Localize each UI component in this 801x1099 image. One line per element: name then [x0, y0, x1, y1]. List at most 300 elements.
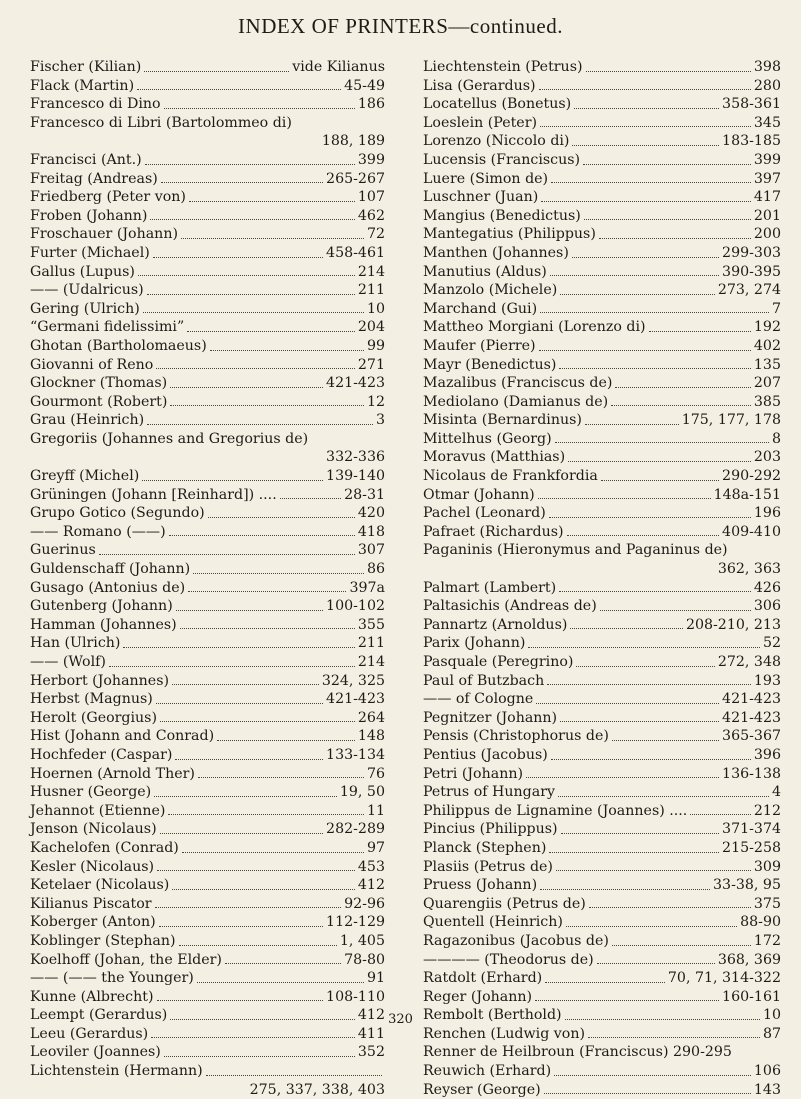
page-references: 52 — [762, 635, 781, 652]
printer-name: Froschauer (Johann) — [30, 226, 178, 243]
leader-dots — [559, 367, 751, 369]
page-references: 100-102 — [326, 598, 385, 615]
page-references: 112-129 — [326, 914, 385, 931]
printer-name: Pentius (Jacobus) — [423, 746, 548, 763]
index-entry — [423, 802, 781, 821]
leader-dots — [612, 739, 719, 741]
page-references: 290-292 — [722, 468, 781, 485]
page-references: 211 — [357, 282, 385, 299]
index-entry — [30, 820, 385, 839]
leader-dots — [566, 925, 737, 927]
leader-dots — [187, 330, 355, 332]
leader-dots — [99, 553, 355, 555]
printer-name: Marchand (Gui) — [423, 300, 538, 317]
printer-name: Paganinis (Hieronymus and Paganinus de) — [423, 542, 728, 559]
leader-dots — [568, 460, 751, 462]
printer-name: Koberger (Anton) — [30, 914, 156, 931]
page-references: 208-210, 213 — [685, 616, 781, 633]
printer-name: Mediolano (Damianus de) — [423, 393, 609, 410]
page-references: 135 — [753, 356, 781, 373]
leader-dots — [556, 869, 751, 871]
leader-dots — [585, 423, 679, 425]
index-entry — [423, 337, 781, 356]
index-entry — [30, 839, 385, 858]
leader-dots — [597, 962, 715, 964]
page-references: 398 — [753, 59, 781, 75]
page-references: 282-289 — [326, 821, 385, 838]
printer-name: Locatellus (Bonetus) — [423, 96, 572, 113]
printer-name: Palmart (Lambert) — [423, 579, 557, 596]
leader-dots — [280, 497, 341, 499]
index-entry — [423, 783, 781, 802]
printer-name: Petrus of Hungary — [423, 784, 556, 801]
index-entry — [423, 913, 781, 932]
page-references: 385 — [753, 393, 781, 410]
index-entry — [30, 244, 385, 263]
printer-name: Mittelhus (Georg) — [423, 430, 552, 447]
page-references: 204 — [357, 319, 385, 336]
page-references: 411 — [357, 1025, 385, 1042]
printer-name: Koelhoff (Johan, the Elder) — [30, 951, 222, 968]
page-references: 188, 189 — [321, 133, 385, 150]
leader-dots — [206, 1074, 382, 1076]
printer-name: Hoernen (Arnold Ther) — [30, 765, 195, 782]
leader-dots — [144, 70, 289, 72]
printer-name: Misinta (Bernardinus) — [423, 412, 582, 429]
page-references: 399 — [357, 151, 385, 168]
page-references: 10 — [366, 300, 385, 317]
index-entry — [423, 225, 781, 244]
page-header: INDEX OF PRINTERS—continued. — [238, 14, 563, 38]
page-references: 72 — [366, 226, 385, 243]
printer-name: —— (Udalricus) — [30, 282, 144, 299]
printer-name: Lucensis (Franciscus) — [423, 151, 581, 168]
page-references: 203 — [753, 449, 781, 466]
leader-dots — [198, 776, 364, 778]
index-entry — [30, 281, 385, 300]
index-entry — [30, 77, 385, 96]
printer-name: Flack (Martin) — [30, 77, 135, 94]
printer-name: Luere (Simon de) — [423, 170, 549, 187]
leader-dots — [142, 479, 323, 481]
printer-name: Friedberg (Peter von) — [30, 189, 186, 206]
printer-name: Pegnitzer (Johann) — [423, 709, 558, 726]
index-entry — [30, 114, 385, 133]
index-entry — [30, 597, 385, 616]
index-entry — [30, 318, 385, 337]
leader-dots — [175, 758, 323, 760]
printer-name: Reyser (George) — [423, 1081, 541, 1098]
index-entry — [423, 895, 781, 914]
index-entry — [423, 486, 781, 505]
printer-name: Grau (Heinrich) — [30, 412, 145, 429]
leader-dots — [551, 758, 751, 760]
page-references: 108-110 — [326, 988, 385, 1005]
index-entry — [423, 579, 781, 598]
leader-dots — [547, 683, 751, 685]
index-entry — [30, 727, 385, 746]
leader-dots — [176, 609, 323, 611]
index-entry — [30, 876, 385, 895]
printer-name: Plasiis (Petrus de) — [423, 858, 553, 875]
page-references: 409-410 — [722, 523, 781, 540]
page-number: 320 — [388, 1012, 413, 1027]
index-entry — [423, 374, 781, 393]
page-references: 186 — [357, 96, 385, 113]
printer-name: Herbort (Johannes) — [30, 672, 170, 689]
leader-dots — [561, 832, 719, 834]
leader-dots — [570, 627, 683, 629]
printer-name: Pruess (Johann) — [423, 877, 538, 894]
leader-dots — [157, 869, 355, 871]
index-entry — [30, 1025, 385, 1044]
printer-name: Petri (Johann) — [423, 765, 524, 782]
printer-name: Mangius (Benedictus) — [423, 207, 581, 224]
leader-dots — [611, 404, 751, 406]
page-references: 76 — [366, 765, 385, 782]
page-references: 211 — [357, 635, 385, 652]
page-references: 345 — [753, 114, 781, 131]
leader-dots — [545, 981, 665, 983]
printer-name: Pafraet (Richardus) — [423, 523, 564, 540]
leader-dots — [169, 534, 355, 536]
index-entry — [30, 616, 385, 635]
printer-name: Paul of Butzbach — [423, 672, 545, 689]
page-references: 91 — [366, 970, 385, 987]
index-entry — [423, 839, 781, 858]
leader-dots — [217, 739, 355, 741]
leader-dots — [540, 125, 751, 127]
index-entry — [423, 188, 781, 207]
printer-name: Giovanni of Reno — [30, 356, 154, 373]
leader-dots — [601, 479, 719, 481]
index-entry — [423, 95, 781, 114]
printer-name: Jenson (Nicolaus) — [30, 821, 157, 838]
page-references: 426 — [753, 579, 781, 596]
index-entry — [423, 207, 781, 226]
page-references: 355 — [357, 616, 385, 633]
leader-dots — [586, 70, 751, 72]
index-entry — [30, 634, 385, 653]
leader-dots — [155, 906, 342, 908]
page-references: 458-461 — [326, 244, 385, 261]
leader-dots — [164, 1055, 355, 1057]
page-references: 332-336 — [326, 449, 385, 466]
leader-dots — [180, 627, 355, 629]
page-references: 19, 50 — [339, 784, 385, 801]
printer-name: —— (—— the Younger) — [30, 970, 194, 987]
printer-name: Kunne (Albrecht) — [30, 988, 154, 1005]
leader-dots — [170, 386, 323, 388]
printer-name: Francisci (Ant.) — [30, 151, 142, 168]
printer-name: Nicolaus de Frankfordia — [423, 468, 598, 485]
printer-name: Maufer (Pierre) — [423, 337, 536, 354]
left-column — [30, 58, 385, 1099]
index-entry — [30, 1062, 385, 1081]
leader-dots — [551, 181, 751, 183]
page-references: 3 — [375, 412, 385, 429]
index-entry — [30, 672, 385, 691]
page-references: 160-161 — [722, 988, 781, 1005]
index-entry — [423, 634, 781, 653]
page-references: 97 — [366, 839, 385, 856]
printer-name: Kachelofen (Conrad) — [30, 839, 179, 856]
index-entry — [423, 467, 781, 486]
index-entry — [423, 727, 781, 746]
index-entry — [30, 1081, 385, 1099]
printer-name: Manzolo (Michele) — [423, 282, 558, 299]
index-entry — [30, 170, 385, 189]
printer-name: Renner de Heilbroun (Franciscus) 290-295 — [423, 1044, 732, 1061]
page-references: 86 — [366, 561, 385, 578]
leader-dots — [540, 311, 769, 313]
page-references: 28-31 — [344, 486, 385, 503]
printer-name: Quarengiis (Petrus de) — [423, 895, 586, 912]
printer-name: Otmar (Johann) — [423, 486, 535, 503]
printer-name: Lorenzo (Niccolo di) — [423, 133, 570, 150]
index-entry — [423, 77, 781, 96]
leader-dots — [555, 441, 769, 443]
index-entry — [423, 114, 781, 133]
index-entry — [423, 523, 781, 542]
page-references: 133-134 — [326, 746, 385, 763]
printer-name: Grüningen (Johann [Reinhard]) .... — [30, 486, 277, 503]
page-references: 214 — [357, 263, 385, 280]
page-references: 399 — [753, 151, 781, 168]
page-references: 200 — [753, 226, 781, 243]
page-references: 265-267 — [326, 170, 385, 187]
index-entry — [30, 263, 385, 282]
leader-dots — [160, 720, 355, 722]
printer-name: Renchen (Ludwig von) — [423, 1025, 586, 1042]
printer-name: Ragazonibus (Jacobus de) — [423, 932, 609, 949]
page-references: 412 — [357, 877, 385, 894]
right-column — [423, 58, 781, 1099]
printer-name: Koblinger (Stephan) — [30, 932, 176, 949]
index-entry — [423, 820, 781, 839]
leader-dots — [560, 720, 719, 722]
printer-name: Gusago (Antonius de) — [30, 579, 186, 596]
leader-dots — [599, 237, 751, 239]
printer-name: Grupo Gotico (Segundo) — [30, 505, 205, 522]
index-entry — [30, 690, 385, 709]
page-references: 418 — [357, 523, 385, 540]
index-entry — [423, 504, 781, 523]
leader-dots — [538, 497, 711, 499]
index-entry — [423, 746, 781, 765]
printer-name: “Germani fidelissimi” — [30, 319, 185, 336]
page-references: 271 — [357, 356, 385, 373]
printer-name: Leeu (Gerardus) — [30, 1025, 149, 1042]
page-references: 136-138 — [722, 765, 781, 782]
index-entry — [423, 244, 781, 263]
printer-name: Herolt (Georgius) — [30, 709, 158, 726]
page-references: 148 — [357, 728, 385, 745]
index-entry — [423, 1081, 781, 1099]
printer-name: Loeslein (Peter) — [423, 114, 538, 131]
index-entry — [30, 951, 385, 970]
index-entry — [30, 523, 385, 542]
index-entry — [423, 430, 781, 449]
index-entry — [423, 653, 781, 672]
index-entry — [30, 709, 385, 728]
printer-name: Luschner (Juan) — [423, 189, 539, 206]
leader-dots — [210, 349, 364, 351]
printer-name: Kesler (Nicolaus) — [30, 858, 155, 875]
index-entry — [423, 356, 781, 375]
page-references: 306 — [753, 598, 781, 615]
printer-name: Ghotan (Bartholomaeus) — [30, 337, 207, 354]
leader-dots — [150, 218, 354, 220]
leader-dots — [540, 888, 710, 890]
page-references: 212 — [753, 802, 781, 819]
index-entry — [30, 895, 385, 914]
leader-dots — [181, 237, 364, 239]
leader-dots — [572, 256, 719, 258]
printer-name: Fischer (Kilian) — [30, 59, 142, 75]
printer-name: Han (Ulrich) — [30, 635, 121, 652]
page-references: 148a-151 — [713, 486, 781, 503]
index-entry — [30, 579, 385, 598]
index-entry — [423, 709, 781, 728]
printer-name: Ketelaer (Nicolaus) — [30, 877, 170, 894]
page-references: 272, 348 — [717, 654, 781, 670]
page-references: 420 — [357, 505, 385, 522]
leader-dots — [156, 702, 323, 704]
page-references: 397 — [753, 170, 781, 187]
page-references: 421-423 — [326, 691, 385, 708]
printer-name: Gourmont (Robert) — [30, 393, 168, 410]
leader-dots — [147, 423, 373, 425]
page-references: 453 — [357, 858, 385, 875]
leader-dots — [193, 572, 364, 574]
printer-name: Manthen (Johannes) — [423, 244, 569, 261]
printer-name: —— of Cologne — [423, 691, 534, 708]
printer-name: Hochfeder (Caspar) — [30, 746, 173, 763]
index-entry — [423, 876, 781, 895]
page-references: 45-49 — [344, 77, 385, 94]
index-entry — [30, 913, 385, 932]
page-references: 143 — [753, 1081, 781, 1098]
page-references: 421-423 — [722, 691, 781, 708]
page-references: 201 — [753, 207, 781, 224]
leader-dots — [544, 1092, 751, 1094]
page-references: 421-423 — [722, 709, 781, 726]
printer-name: ———— (Theodorus de) — [423, 951, 594, 968]
page-references: 264 — [357, 709, 385, 726]
page-references: 196 — [753, 505, 781, 522]
page-references: 99 — [366, 337, 385, 354]
leader-dots — [179, 944, 337, 946]
leader-dots — [109, 665, 355, 667]
printer-name: Gallus (Lupus) — [30, 263, 135, 280]
page-references: 324, 325 — [321, 672, 385, 689]
leader-dots — [549, 851, 719, 853]
leader-dots — [147, 293, 355, 295]
page-references: 417 — [753, 189, 781, 206]
index-entry — [30, 467, 385, 486]
leader-dots — [549, 516, 751, 518]
leader-dots — [143, 311, 364, 313]
page-references: 107 — [357, 189, 385, 206]
index-entry — [30, 988, 385, 1007]
leader-dots — [690, 813, 751, 815]
index-entry — [423, 170, 781, 189]
page-references: 12 — [366, 393, 385, 410]
printer-name: Mayr (Benedictus) — [423, 356, 557, 373]
printer-name: Mazalibus (Franciscus de) — [423, 375, 613, 392]
leader-dots — [168, 813, 363, 815]
leader-dots — [576, 665, 714, 667]
page-references: 207 — [753, 375, 781, 392]
page-references: 309 — [753, 858, 781, 875]
page-references: 172 — [753, 932, 781, 949]
leader-dots — [649, 330, 751, 332]
page-references: 87 — [762, 1025, 781, 1042]
index-entry — [423, 318, 781, 337]
page-references: 92-96 — [344, 895, 385, 912]
leader-dots — [189, 200, 355, 202]
page-references: 375 — [753, 895, 781, 912]
index-entry — [30, 541, 385, 560]
leader-dots — [550, 274, 719, 276]
printer-name: Guerinus — [30, 542, 96, 559]
index-entry — [423, 969, 781, 988]
leader-dots — [164, 107, 355, 109]
index-entry — [423, 858, 781, 877]
leader-dots — [197, 981, 364, 983]
leader-dots — [589, 906, 751, 908]
page-references: 299-303 — [722, 244, 781, 261]
index-entry — [30, 430, 385, 449]
page-references: 1, 405 — [339, 932, 385, 949]
page-references: 358-361 — [722, 96, 781, 113]
printer-name: Freitag (Andreas) — [30, 170, 158, 187]
index-entry — [30, 969, 385, 988]
index-entry — [423, 151, 781, 170]
leader-dots — [559, 590, 751, 592]
printer-name: Lisa (Gerardus) — [423, 77, 536, 94]
leader-dots — [583, 163, 751, 165]
leader-dots — [554, 1074, 751, 1076]
leader-dots — [157, 999, 324, 1001]
index-entry — [30, 374, 385, 393]
leader-dots — [137, 88, 341, 90]
index-entry — [423, 560, 781, 579]
printer-name: Gregoriis (Johannes and Gregorius de) — [30, 430, 309, 447]
page-references: 365-367 — [722, 728, 781, 745]
leader-dots — [154, 795, 337, 797]
printer-name: Pannartz (Arnoldus) — [423, 616, 568, 633]
index-entry — [423, 541, 781, 560]
printer-name: Rembolt (Berthold) — [423, 1007, 562, 1024]
index-entry — [423, 672, 781, 691]
leader-dots — [539, 88, 751, 90]
leader-dots — [535, 999, 719, 1001]
page-references: 106 — [753, 1063, 781, 1080]
printer-name: Greyff (Michel) — [30, 468, 140, 485]
index-entry — [30, 448, 385, 467]
index-entry — [423, 597, 781, 616]
printer-name: Guldenschaff (Johann) — [30, 561, 191, 578]
leader-dots — [123, 646, 354, 648]
leader-dots — [574, 107, 719, 109]
page-references: 462 — [357, 207, 385, 224]
index-entry — [423, 411, 781, 430]
printer-name: Moravus (Matthias) — [423, 449, 566, 466]
page-references: 78-80 — [344, 951, 385, 968]
index-entry — [423, 263, 781, 282]
